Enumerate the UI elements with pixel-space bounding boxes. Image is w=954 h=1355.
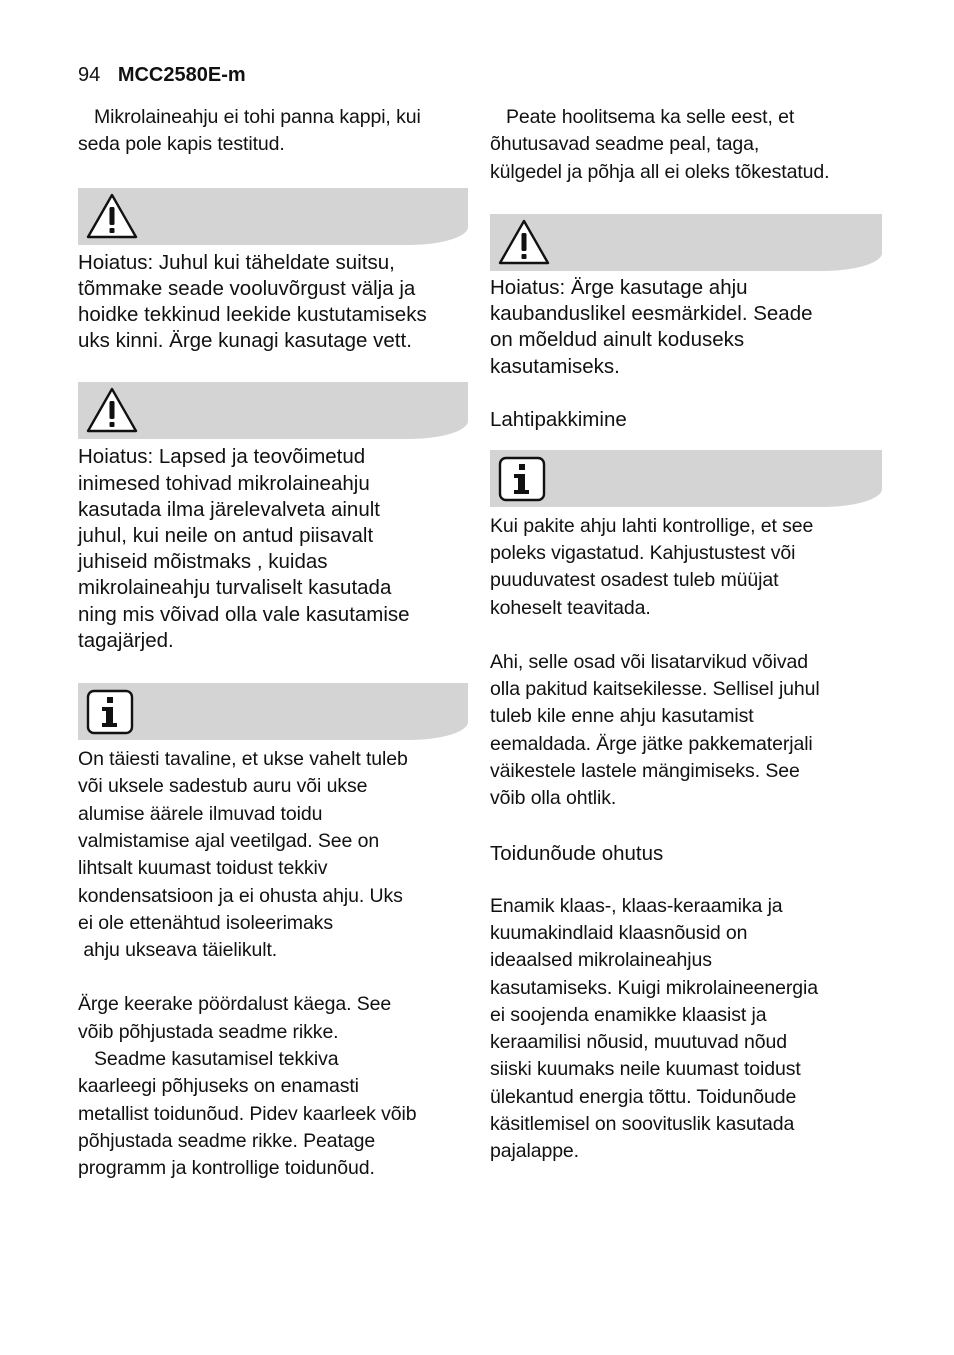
warning-triangle-icon bbox=[498, 218, 550, 266]
info-text: On täiesti tavaline, et ukse vahelt tuleb või uksele sadestub auru või ukse alumise äärele ilmuvad toidu valmistamise ajal veetilgad. See on lihtsalt kuumast toidust tekkiv kondensatsioon ja ei ohusta ahju. Uks ei ole ettenähtud isoleerimaks ahju ukseava täielikult. bbox=[78, 748, 408, 962]
page-number: 94 bbox=[78, 64, 101, 86]
paragraph: Ärge keerake pöördalust käega. See võib põhjustada seadme rikke. Seadme kasutamisel tekkiva kaarleegi põhjuseks on enamasti metallist toidunõud. Pidev kaarleek võib põhjustada seadme rikke. Peatage programm ja kontrollige toidunõud. bbox=[78, 993, 417, 1180]
section-heading: Toidunõude ohutus bbox=[490, 841, 664, 865]
warning-banner bbox=[490, 214, 882, 271]
model-name: MCC2580E-m bbox=[117, 64, 246, 86]
warning-text: Hoiatus: Lapsed ja teovõimetud inimesed tohivad mikrolaineahju kasutada ilma järelevalveta ainult juhul, kui neile on antud piisavalt juhiseid mõistmaks , kuidas mikrolaineahju turvaliselt kasutada ning mis võivad olla vale kasutamise tagajärjed. bbox=[78, 445, 410, 652]
paragraph: Enamik klaas-, klaas-keraamika ja kuumakindlaid klaasnõusid on ideaalsed mikrolaineahjus kasutamiseks. Kuigi mikrolaineenergia ei soojenda enamikke klaasist ja keraamilisi nõusid, muutuvad nõud siiski kuumaks neile kuumast toidust ülekantud energia tõttu. Toidunõude käsitlemisel on soovituslik kasutada pajalappe. bbox=[490, 894, 818, 1163]
warning-banner bbox=[78, 382, 468, 439]
warning-triangle-icon bbox=[86, 386, 138, 434]
info-banner bbox=[490, 450, 882, 507]
info-text: Kui pakite ahju lahti kontrollige, et see poleks vigastatud. Kahjustustest või puuduvatest osadest tuleb müüjat koheselt teavitada. bbox=[490, 514, 814, 619]
page-header bbox=[78, 64, 246, 87]
info-banner bbox=[78, 683, 468, 740]
warning-text: Hoiatus: Juhul kui täheldate suitsu, tõmmake seade vooluvõrgust välja ja hoidke tekkinud leekide kustutamiseks uks kinni. Ärge kunagi kasutage vett. bbox=[78, 250, 427, 353]
info-icon bbox=[86, 689, 134, 735]
warning-text: Hoiatus: Ärge kasutage ahju kaubanduslikel eesmärkidel. Seade on mõeldud ainult koduseks kasutamiseks. bbox=[490, 275, 813, 378]
right-column bbox=[490, 104, 882, 1166]
paragraph: Mikrolaineahju ei tohi panna kappi, kui seda pole kapis testitud. bbox=[78, 106, 421, 156]
warning-banner bbox=[78, 188, 468, 245]
info-icon bbox=[498, 456, 546, 502]
paragraph: Peate hoolitsema ka selle eest, et õhutusavad seadme peal, taga, külgedel ja põhja all ei oleks tõkestatud. bbox=[490, 106, 830, 183]
warning-triangle-icon bbox=[86, 192, 138, 240]
section-heading: Lahtipakkimine bbox=[490, 407, 627, 431]
paragraph: Ahi, selle osad või lisatarvikud võivad olla pakitud kaitsekilesse. Sellisel juhul tuleb kile enne ahju kasutamist eemaldada. Ärge jätke pakkematerjali väikestele lastele mängimiseks. See võib olla ohtlik. bbox=[490, 650, 820, 810]
left-column bbox=[78, 104, 468, 1182]
